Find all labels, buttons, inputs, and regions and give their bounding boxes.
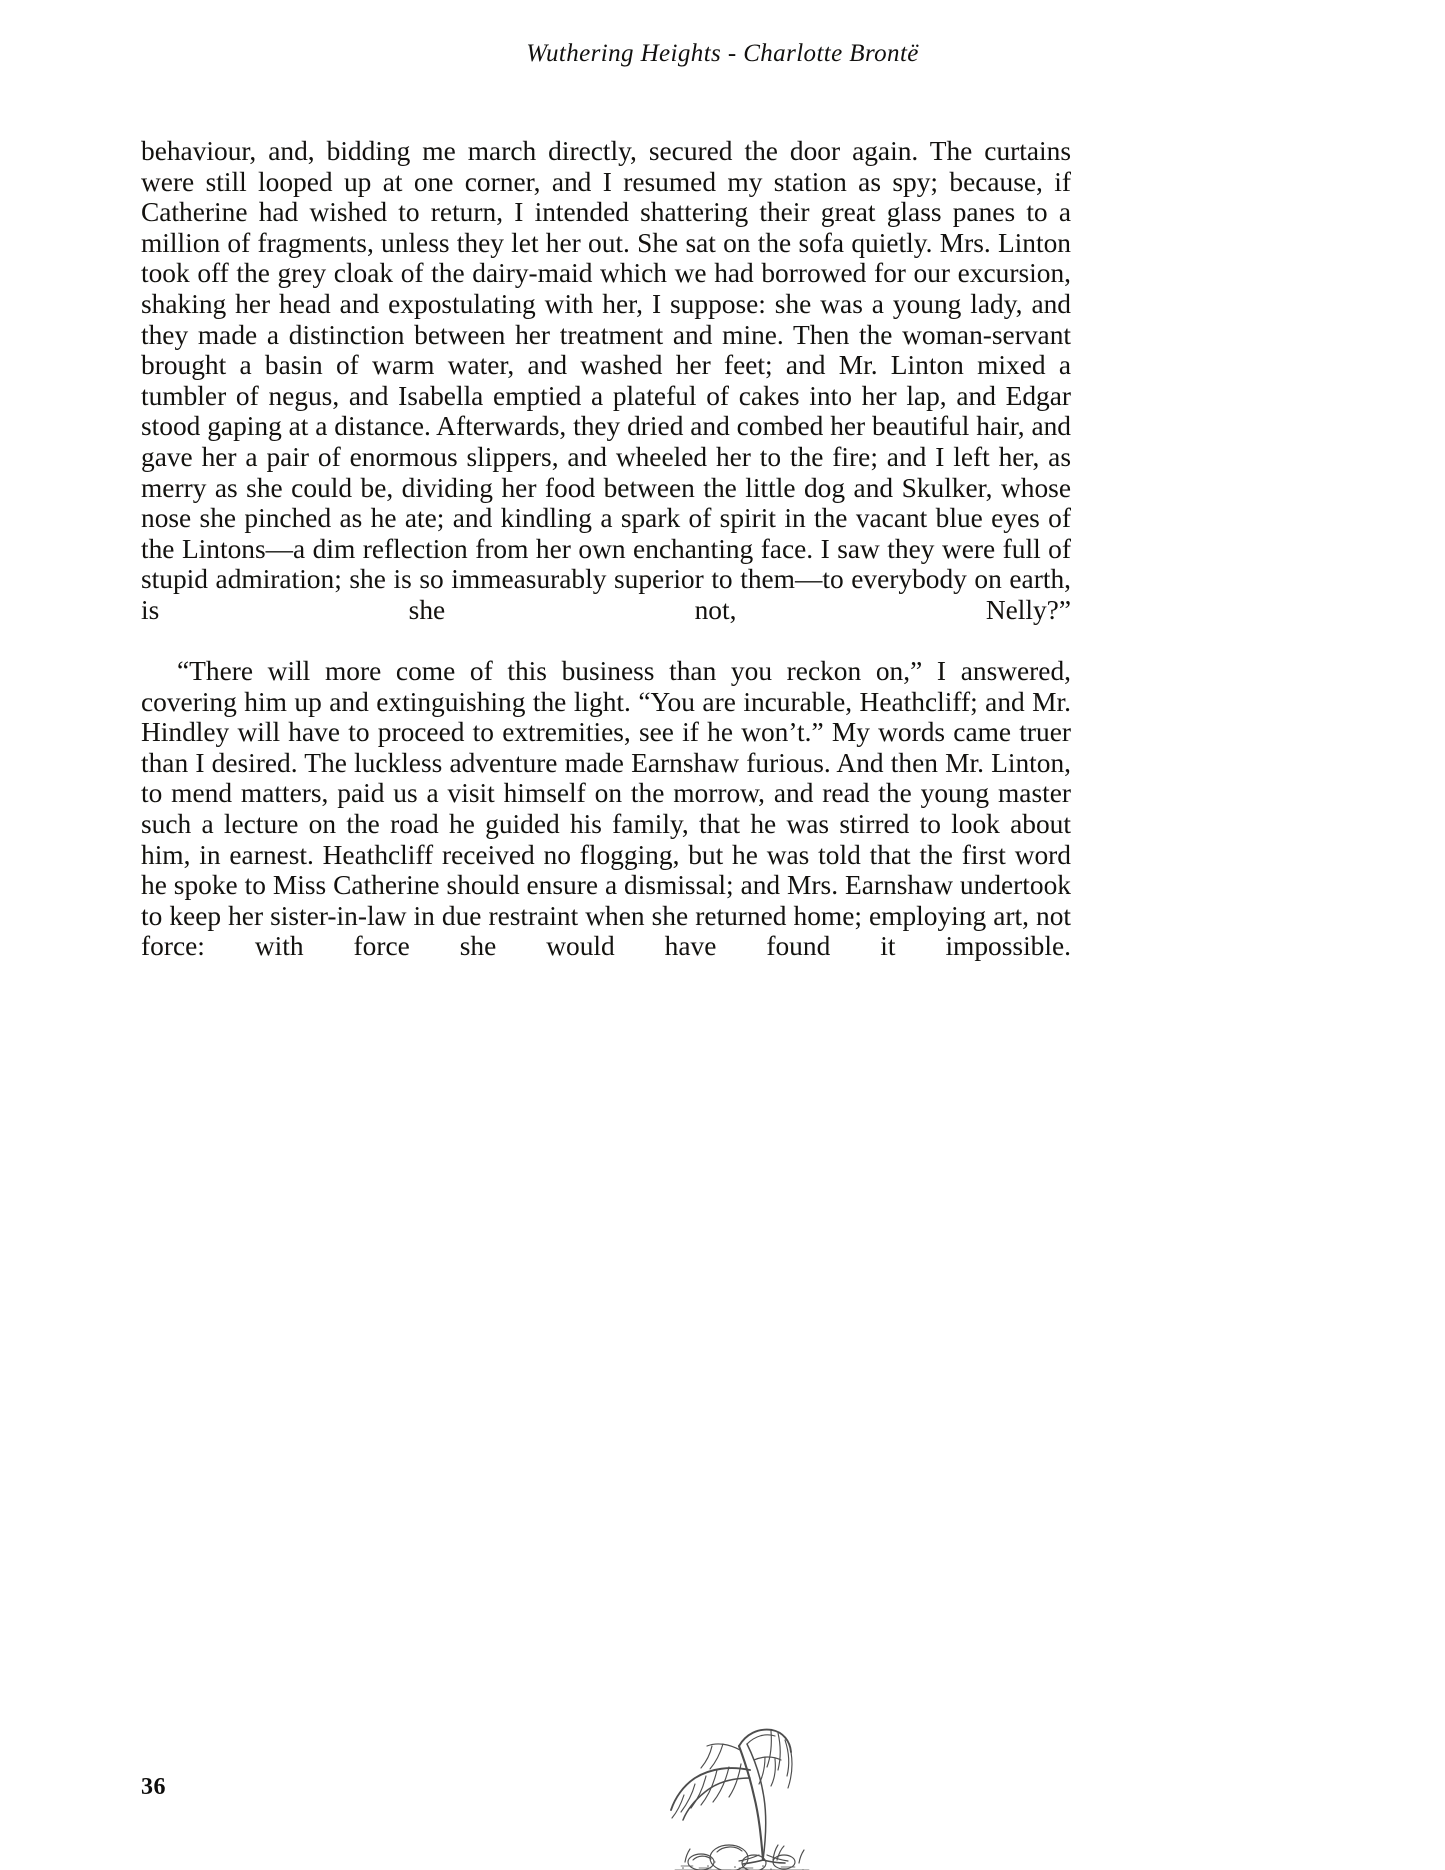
page-number: 36 [141, 1774, 166, 1800]
running-header: Wuthering Heights - Charlotte Brontë [526, 40, 919, 67]
body-text-block [141, 136, 1071, 993]
paragraph: “There will more come of this business than you reckon on,” I answered, covering him up and extinguishing the light. “You are incurable, Heathcliff; and Mr. Hindley will have to proceed to extremities, see if he won’t.” My words came truer than I desired. The luckless adventure made Earnshaw furious. And then Mr. Linton, to mend matters, paid us a visit himself on the morrow, and read the young master such a lecture on the road he guided his family, that he was stirred to look about him, in earnest. Heathcliff received no flogging, but he was told that the first word he spoke to Miss Catherine should ensure a dismissal; and Mrs. Earnshaw undertook to keep her sister-in-law in due restraint when she returned home; employing art, not force: with force she would have found it impossible. [141, 656, 1071, 962]
paragraph: behaviour, and, bidding me march directly, secured the door again. The curtains were still looped up at one corner, and I resumed my station as spy; because, if Catherine had wished to return, I intended shattering their great glass panes to a million of fragments, unless they let her out. She sat on the sofa quietly. Mrs. Linton took off the grey cloak of the dairy-maid which we had borrowed for our excursion, shaking her head and expostulating with her, I suppose: she was a young lady, and they made a distinction between her treatment and mine. Then the woman-servant brought a basin of warm water, and washed her feet; and Mr. Linton mixed a tumbler of negus, and Isabella emptied a plateful of cakes into her lap, and Edgar stood gaping at a distance. Afterwards, they dried and combed her beautiful hair, and gave her a pair of enormous slippers, and wheeled her to the fire; and I left her, as merry as she could be, dividing her food between the little dog and Skulker, whose nose she pinched as he ate; and kindling a spark of spirit in the vacant blue eyes of the Lintons—a dim reflection from her own enchanting face. I saw they were full of stupid admiration; she is so immeasurably superior to them—to everybody on earth, is she not, Nelly?” [141, 136, 1071, 625]
windswept-tree-illustration [613, 1700, 833, 1870]
